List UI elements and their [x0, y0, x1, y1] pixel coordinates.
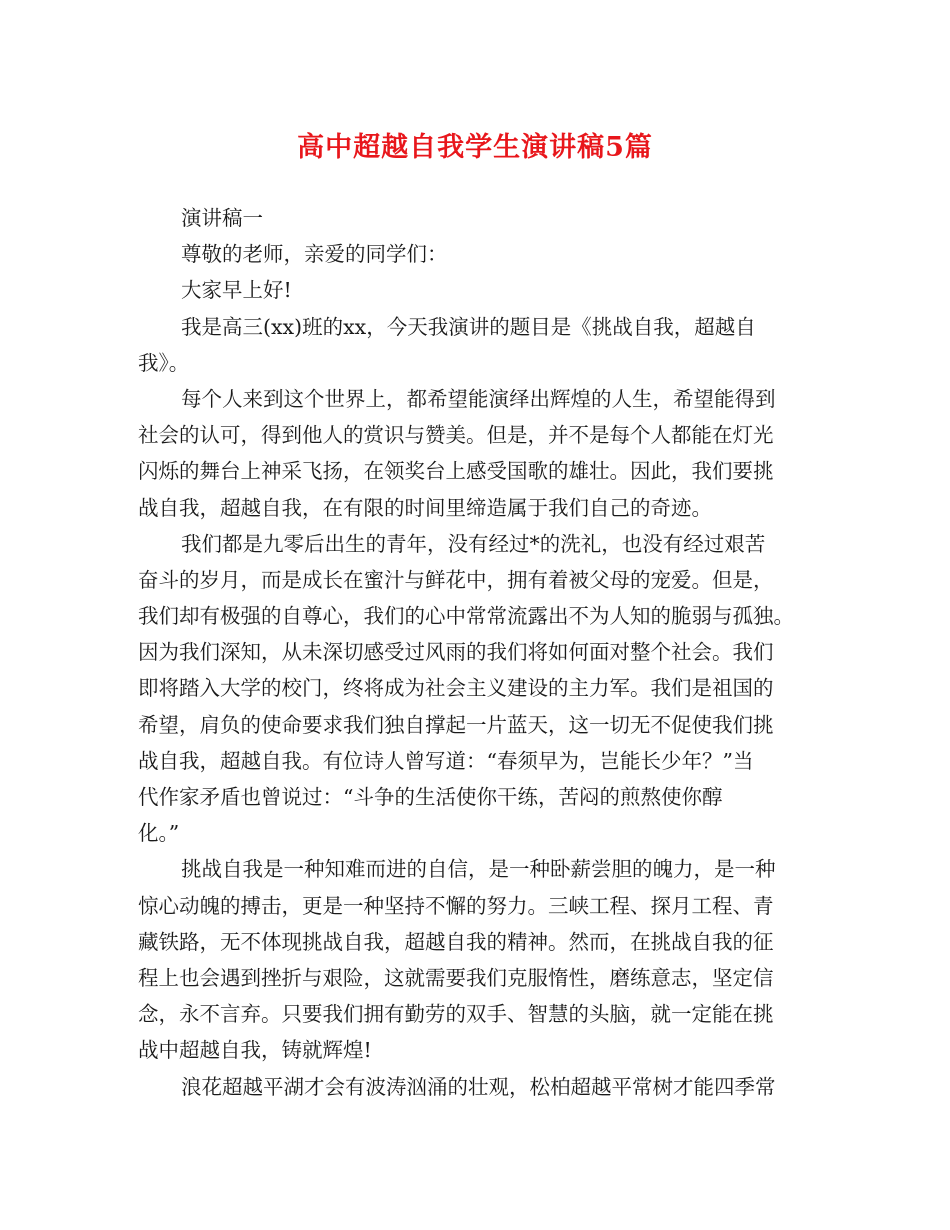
- text-line: 挑战自我是一种知难而进的自信，是一种卧薪尝胆的魄力，是一种: [181, 857, 776, 882]
- text-line: 尊敬的老师，亲爱的同学们：: [181, 242, 448, 267]
- text-line: 大家早上好!: [181, 278, 292, 303]
- text-line: 代作家矛盾也曾说过：“斗争的生活使你干练，苦闷的煎熬使你醇: [138, 785, 723, 809]
- text-line: 程上也会遇到挫折与艰险，这就需要我们克服惰性，磨练意志，坚定信: [138, 965, 774, 990]
- text-line: 我》。: [138, 350, 190, 375]
- text-line: 每个人来到这个世界上，都希望能演绎出辉煌的人生，希望能得到: [181, 386, 776, 411]
- text-line: 战自我，超越自我，在有限的时间里缔造属于我们自己的奇迹。: [138, 495, 712, 520]
- text-line: 我们都是九零后出生的青年，没有经过*的洗礼，也没有经过艰苦: [181, 531, 766, 556]
- text-line: 我是高三(xx)班的xx，今天我演讲的题目是《挑战自我，超越自: [181, 314, 756, 339]
- text-line: 奋斗的岁月，而是成长在蜜汁与鲜花中，拥有着被父母的宠爱。但是，: [138, 567, 774, 592]
- text-line: 闪烁的舞台上神采飞扬，在领奖台上感受国歌的雄壮。因此，我们要挑: [138, 459, 774, 484]
- document-body: [138, 200, 818, 1105]
- text-line: 藏铁路，无不体现挑战自我，超越自我的精神。然而，在挑战自我的征: [138, 929, 774, 954]
- text-line: 浪花超越平湖才会有波涛汹涌的壮观，松柏超越平常树才能四季常: [181, 1074, 776, 1099]
- text-line: 我们却有极强的自尊心，我们的心中常常流露出不为人知的脆弱与孤独。: [138, 604, 794, 629]
- text-line: 社会的认可，得到他人的赏识与赞美。但是，并不是每个人都能在灯光: [138, 423, 774, 448]
- document-title: 高中超越自我学生演讲稿5篇: [297, 132, 653, 163]
- text-line: 演讲稿一: [181, 206, 263, 230]
- text-line: 即将踏入大学的校门，终将成为社会主义建设的主力军。我们是祖国的: [138, 676, 774, 701]
- text-line: 化。”: [138, 821, 180, 846]
- text-line: 希望，肩负的使命要求我们独自撑起一片蓝天，这一切无不促使我们挑: [138, 712, 774, 737]
- text-line: 战中超越自我，铸就辉煌!: [138, 1038, 372, 1063]
- text-line: 因为我们深知，从未深切感受过风雨的我们将如何面对整个社会。我们: [138, 640, 774, 665]
- text-line: 念，永不言弃。只要我们拥有勤劳的双手、智慧的头脑，就一定能在挑: [138, 1002, 774, 1027]
- text-line: 惊心动魄的搏击，更是一种坚持不懈的努力。三峡工程、探月工程、青: [138, 893, 774, 918]
- text-line: 战自我，超越自我。有位诗人曾写道：“春须早为，岂能长少年？”当: [138, 748, 754, 773]
